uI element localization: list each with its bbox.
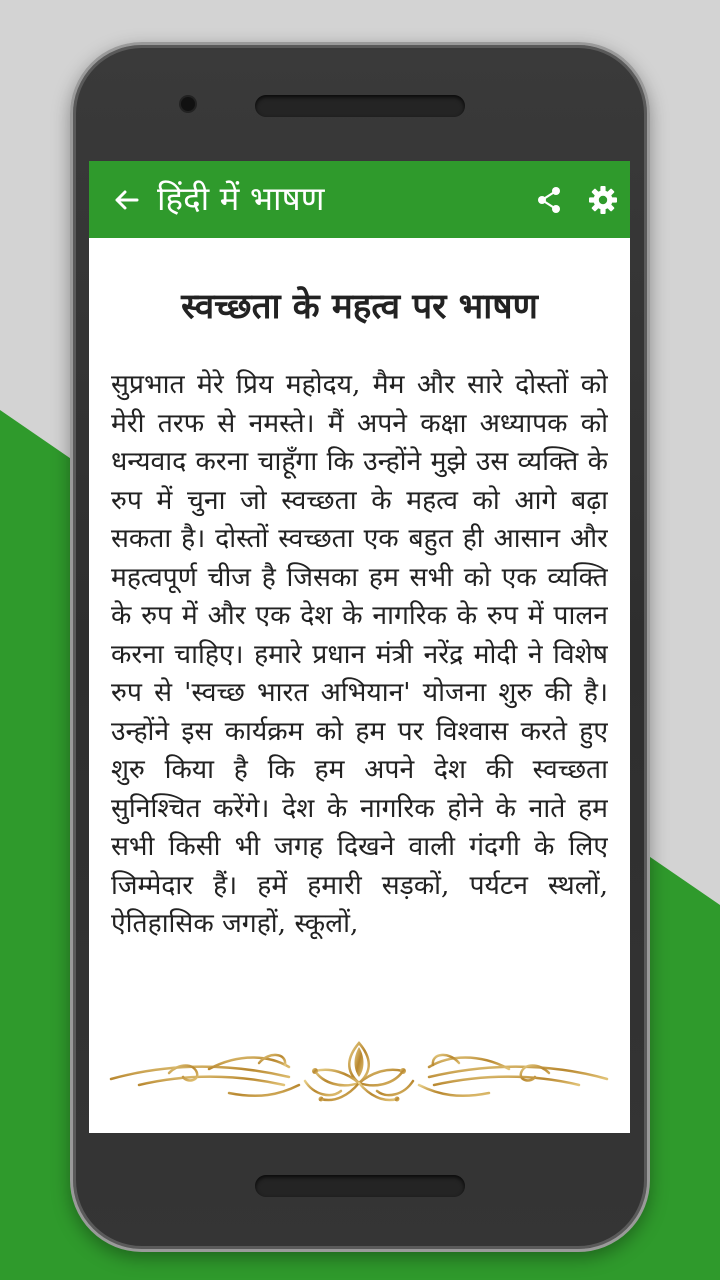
earpiece-speaker xyxy=(255,95,465,117)
gear-icon[interactable] xyxy=(588,185,618,215)
speech-title: स्वच्छता के महत्व पर भाषण xyxy=(181,286,538,327)
arrow-left-icon[interactable] xyxy=(111,185,141,215)
bottom-speaker xyxy=(255,1175,465,1197)
app-bar xyxy=(89,161,630,238)
speech-body-text: सुप्रभात मेरे प्रिय महोदय, मैम और सारे दोस्तों को मेरी तरफ से नमस्ते। मैं अपने कक्षा अध्यापक को धन्यवाद करना चाहूँगा कि उन्होंने मुझे उस व्यक्ति के रुप में चुना जो स्वच्छता के महत्व को आगे बढ़ा सकता है। दोस्तों स्वच्छता एक बहुत ही आसान और महत्वपूर्ण चीज है जिसका हम सभी को एक व्यक्ति के रुप में और एक देश के नागरिक के रुप में पालन करना चाहिए। हमारे प्रधान मंत्री नरेंद्र मोदी ने विशेष रुप से 'स्वच्छ भारत अभियान' योजना शुरु की है। उन्होंने इस कार्यक्रम को हम पर विश्वास करते हुए शुरु किया है कि हम अपने देश की स्वच्छता सुनिश्चित करेंगे। देश के नागरिक होने के नाते हम सभी किसी भी जगह दिखने वाली गंदगी के लिए जिम्मेदार हैं। हमें हमारी सड़कों, पर्यटन स्थलों, ऐतिहासिक जगहों, स्कूलों, xyxy=(111,369,608,939)
decorative-ornament-divider xyxy=(109,1033,609,1113)
front-camera xyxy=(181,97,195,111)
app-title: हिंदी में भाषण xyxy=(157,179,325,218)
app-screen xyxy=(89,161,630,1133)
share-icon[interactable] xyxy=(534,185,564,215)
